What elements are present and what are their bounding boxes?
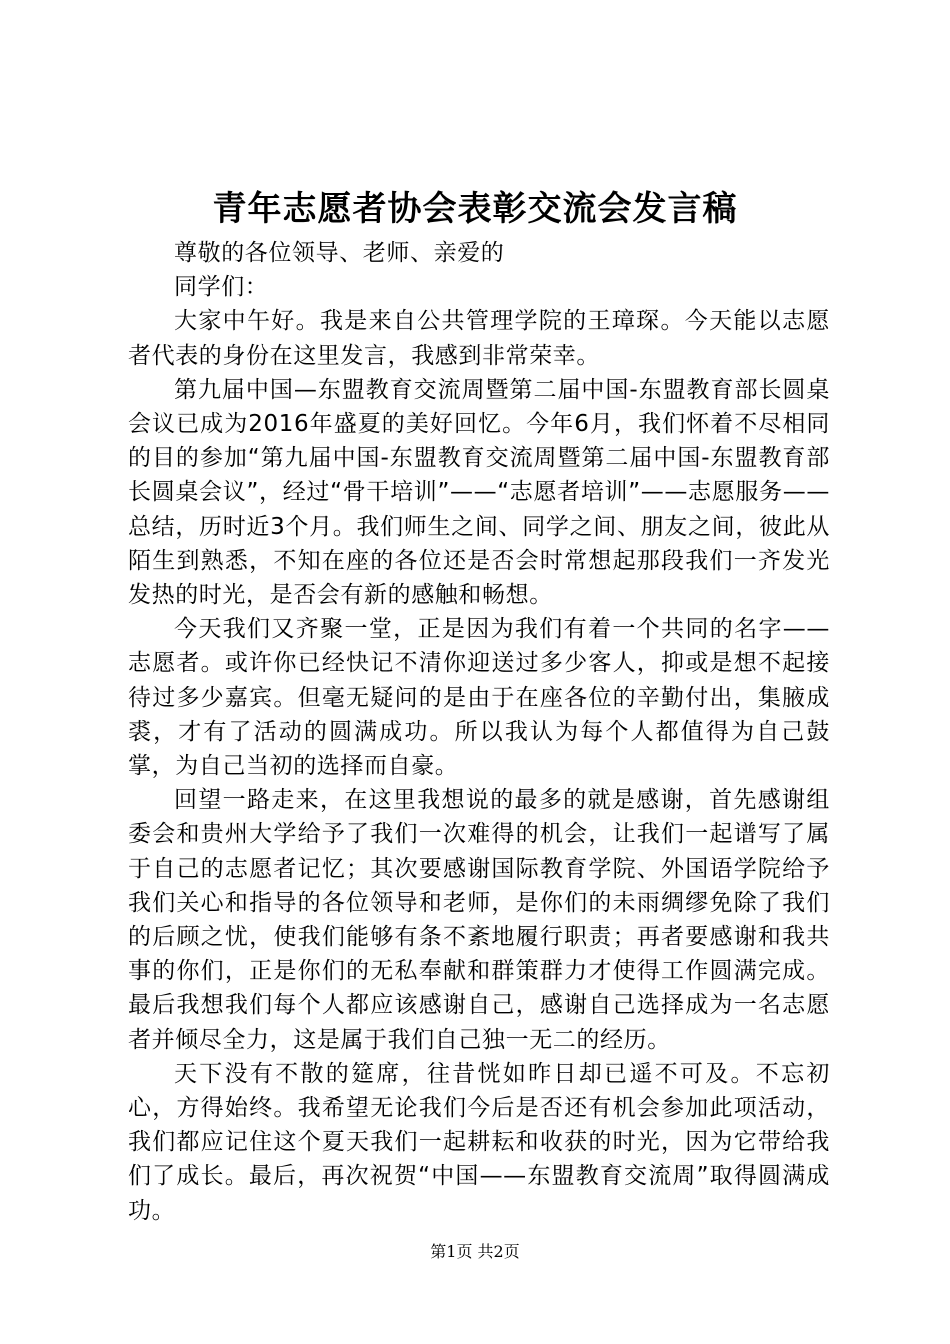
paragraph-greeting: 大家中午好。我是来自公共管理学院的王璋琛。今天能以志愿者代表的身份在这里发言，我感到非常荣幸。 <box>128 308 830 369</box>
paragraph-closing: 天下没有不散的筵席，往昔恍如昨日却已遥不可及。不忘初心，方得始终。我希望无论我们今后是否还有机会参加此项活动，我们都应记住这个夏天我们一起耕耘和收获的时光，因为它带给我们了成长。最后，再次祝贺“中国——东盟教育交流周”取得圆满成功。 <box>128 1060 830 1224</box>
page-number: 第1页 共2页 <box>430 1242 520 1261</box>
paragraph-volunteers: 今天我们又齐聚一堂，正是因为我们有着一个共同的名字——志愿者。或许你已经快记不清你迎送过多少客人，抑或是想不起接待过多少嘉宾。但毫无疑问的是由于在座各位的辛勤付出，集腋成裘，才有了活动的圆满成功。所以我认为每个人都值得为自己鼓掌，为自己当初的选择而自豪。 <box>128 616 830 780</box>
paragraph-thanks: 回望一路走来，在这里我想说的最多的就是感谢，首先感谢组委会和贵州大学给予了我们一次难得的机会，让我们一起谱写了属于自己的志愿者记忆；其次要感谢国际教育学院、外国语学院给予我们关心和指导的各位领导和老师，是你们的未雨绸缪免除了我们的后顾之忧，使我们能够有条不紊地履行职责；再者要感谢和我共事的你们，正是你们的无私奉献和群策群力才使得工作圆满完成。最后我想我们每个人都应该感谢自己，感谢自己选择成为一名志愿者并倾尽全力，这是属于我们自己独一无二的经历。 <box>128 787 830 1053</box>
paragraph-event-review: 第九届中国—东盟教育交流周暨第二届中国-东盟教育部长圆桌会议已成为2016年盛夏的美好回忆。今年6月，我们怀着不尽相同的目的参加“第九届中国-东盟教育交流周暨第二届中国-东盟教育部长圆桌会议”，经过“骨干培训”——“志愿者培训”——志愿服务——总结，历时近3个月。我们师生之间、同学之间、朋友之间，彼此从陌生到熟悉，不知在座的各位还是否会时常想起那段我们一齐发光发热的时光，是否会有新的感触和畅想。 <box>128 376 830 609</box>
document-title: 青年志愿者协会表彰交流会发言稿 <box>212 189 738 229</box>
document-body <box>128 236 830 1228</box>
salutation-line-2: 同学们： <box>174 274 269 301</box>
salutation-line-1: 尊敬的各位领导、老师、亲爱的 <box>174 240 505 266</box>
